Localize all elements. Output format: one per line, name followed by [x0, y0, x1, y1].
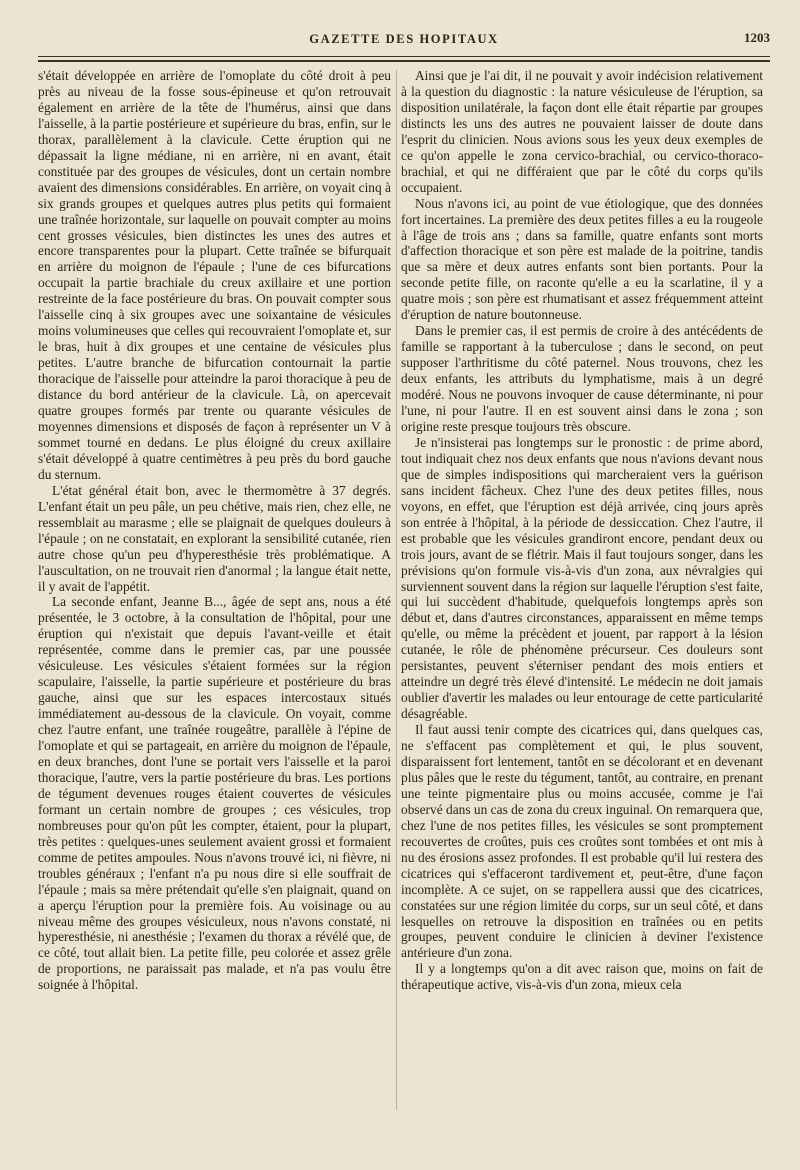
left-paragraph-1: s'était développée en arrière de l'omoplate du côté droit à peu près au niveau de la fosse sous-épineuse et qu'on retrouvait également en arrière de la tête de l'humérus, ainsi que dans l'aisselle, à la partie postérieure et supérieure du bras, enfin, sur le thorax, parallèlement à la clavicule. Cette éruption qui ne dépassait la ligne médiane, ni en arrière, ni en avant, était constituée par des groupes de vésicules, dont un certain nombre avaient des dimensions considérables. En arrière, on voyait cinq à six grands groupes et quelques autres plus petits qui formaient une traînée horizontale, sur laquelle on pouvait compter au moins cent grosses vésicules, bien distinctes les unes des autres et encore transparentes pour la plupart. Cette traînée se bifurquait en arrière du moignon de l'épaule ; l'une de ces bifurcations occupait la partie brachiale du creux axillaire et une portion restreinte de la face postérieure du bras. On pouvait compter sous l'aisselle cinq à six groupes avec une soixantaine de vésicules moins volumineuses que celles qui recouvraient l'omoplate et, sur le bras, huit à dix groupes et une centaine de vésicules plus petites. L'autre branche de bifurcation contournait la partie thoracique de l'aisselle pour atteindre la paroi thoracique à peu de distance du bord antérieur de la clavicule. Là, on apercevait quatre groupes formés par trente ou quarante vésicules de moyennes dimensions et disposés de façon à représenter un V à sommet tourné en dedans. Le plus éloigné du creux axillaire s'était développé à quatre centimètres à peu près du bord gauche du sternum. — [38, 68, 391, 482]
left-paragraph-3: La seconde enfant, Jeanne B..., âgée de sept ans, nous a été présentée, le 3 octobre, à la consultation de l'hôpital, pour une éruption qui n'existait que depuis l'avant-veille et était représentée, comme dans le premier cas, par une poussée vésiculeuse. Les vésicules s'étaient formées sur la région scapulaire, l'aisselle, la partie supérieure et postérieure du bras gauche, ainsi que sur les espaces intercostaux situés immédiatement au-dessous de la clavicule. On voyait, comme chez l'autre enfant, une traînée rougeâtre, parallèle à l'épine de l'omoplate et qui se partageait, en arrière du moignon de l'épaule, en deux branches, dont l'une se portait vers l'aisselle et la paroi thoracique, l'autre, vers la partie postérieure du bras. Les portions de tégument devenues rouges étaient couvertes de vésicules formant un certain nombre de groupes ; ces vésicules, trop nombreuses pour qu'on pût les compter, étaient, pour la plupart, très petites : quelques-unes seulement avaient grossi et formaient comme de petites ampoules. Nous n'avons trouvé ici, ni fièvre, ni troubles généraux ; l'enfant n'a pu nous dire si elle souffrait de l'épaule ; mais sa mère prétendait qu'elle s'en plaignait, quand on a aperçu l'éruption pour la première fois. Au voisinage ou au niveau même des groupes vésiculeux, nous n'avons constaté, ni hyperesthésie, ni anesthésie ; l'examen du thorax a révélé que, de ce côté, tout allait bien. La petite fille, peu colorée et assez grêle de proportions, ne paraissait pas malade, et n'a pas voulu être soignée à l'hôpital. — [38, 594, 391, 993]
right-paragraph-5: Il faut aussi tenir compte des cicatrices qui, dans quelques cas, ne s'effacent pas complètement et qui, le plus souvent, disparaissent fort lentement, tantôt en se décolorant et en devenant plus pâles que le reste du tégument, tantôt, au contraire, en prenant une teinte pigmentaire plus ou moins accusée, comme je l'ai observé dans un cas de zona du creux inguinal. On remarquera que, chez l'une de nos petites filles, les vésicules se sont promptement recouvertes de croûtes, puis ces croûtes sont tombées et ont mis à nu des érosions assez profondes. Il est probable qu'il lui restera des cicatrices qui s'effaceront tardivement et, peut-être, d'une façon incomplète. A ce sujet, on se rappellera aussi que des cicatrices, constatées sur une région limitée du corps, sur un seul côté, et dans lesquelles on retrouve la disposition en traînées ou en petits groupes, peuvent conduire le clinicien à deviner l'existence antérieure d'un zona. — [401, 722, 763, 961]
header-rule-thin — [38, 56, 770, 57]
right-paragraph-6: Il y a longtemps qu'on a dit avec raison que, moins on fait de thérapeutique active, vis-à-vis d'un zona, mieux cela — [401, 961, 763, 993]
right-paragraph-3: Dans le premier cas, il est permis de croire à des antécédents de famille se rapportant à la tuberculose ; dans le second, on peut supposer l'arthritisme du côté paternel. Nous trouvons, chez les deux enfants, les attributs du lymphatisme, mais à un degré modéré. Nous ne pouvons invoquer de cause déterminante, ni pour l'une, ni pour l'autre. Il en est souvent ainsi dans le zona ; son origine reste presque toujours très obscure. — [401, 323, 763, 434]
right-paragraph-1: Ainsi que je l'ai dit, il ne pouvait y avoir indécision relativement à la question du diagnostic : la nature vésiculeuse de l'éruption, sa disposition unilatérale, la façon dont elle était répartie par groupes distincts les uns des autres ne pouvaient laisser de doute dans l'esprit du clinicien. Nous avions sous les yeux deux exemples de ce qu'on appelle le zona cervico-brachial, ou cervico-thoraco-brachial, et qui ne différaient que par le côté du corps qu'ils occupaient. — [401, 68, 763, 195]
running-title: GAZETTE DES HOPITAUX — [309, 32, 499, 46]
right-column — [401, 68, 763, 1130]
right-paragraph-2: Nous n'avons ici, au point de vue étiologique, que des données fort incertaines. La première des deux petites filles a eu la rougeole à l'âge de trois ans ; dans sa famille, quatre enfants sont morts d'affection thoracique et son père est malade de la poitrine, tandis que sa mère et deux autres enfants sont bien portants. Pour la seconde petite fille, on raconte qu'elle a eu la scarlatine, il y a quatre mois ; son père est rhumatisant et assez fréquemment atteint d'éruption de nature boutonneuse. — [401, 195, 763, 323]
column-divider — [396, 70, 397, 1110]
page-number: 1203 — [744, 30, 770, 45]
left-column — [38, 68, 391, 1130]
header-rule-thick — [38, 60, 770, 62]
left-paragraph-2: L'état général était bon, avec le thermomètre à 37 degrés. L'enfant était un peu pâle, un peu chétive, mais rien, chez elle, ne ressemblait au marasme ; elle se plaignait de quelques douleurs à l'épaule ; on ne constatait, en explorant la sensibilité cutanée, rien autre chose qu'un peu d'hyperesthésie très problématique. A l'auscultation, on ne trouvait rien d'anormal ; la langue était nette, il y avait de l'appétit. — [38, 482, 391, 594]
right-paragraph-4: Je n'insisterai pas longtemps sur le pronostic : de prime abord, tout indiquait chez nos deux enfants que nous n'avions devant nous que de simples indispositions qui marcheraient vers la guérison sans incident fâcheux. Chez l'une des deux petites filles, nous voyons, en effet, que l'éruption est déjà arrivée, cinq jours après son entrée à l'hôpital, à la période de dessiccation. Chez l'autre, il est probable que les vésicules grandiront encore, pendant deux ou trois jours, avant de se flétrir. Mais il faut toujours songer, dans les prévisions qu'on formule vis-à-vis d'un zona, aux névralgies qui surviennent souvent dans la région sur laquelle l'éruption s'est faite, qui lui succèdent d'habitude, quelquefois longtemps après son début et, dans d'autres circonstances, apparaissent en même temps qu'elle, ou même la précèdent et jouent, par rapport à la lésion cutanée, le rôle de phénomène précurseur. Ces douleurs sont persistantes, peuvent s'éterniser pendant des mois entiers et atteindre un degré très élevé d'intensité. Le médecin ne doit jamais oublier d'avertir les malades ou leur entourage de cette particularité désagréable. — [401, 434, 763, 722]
page-header — [38, 30, 770, 52]
